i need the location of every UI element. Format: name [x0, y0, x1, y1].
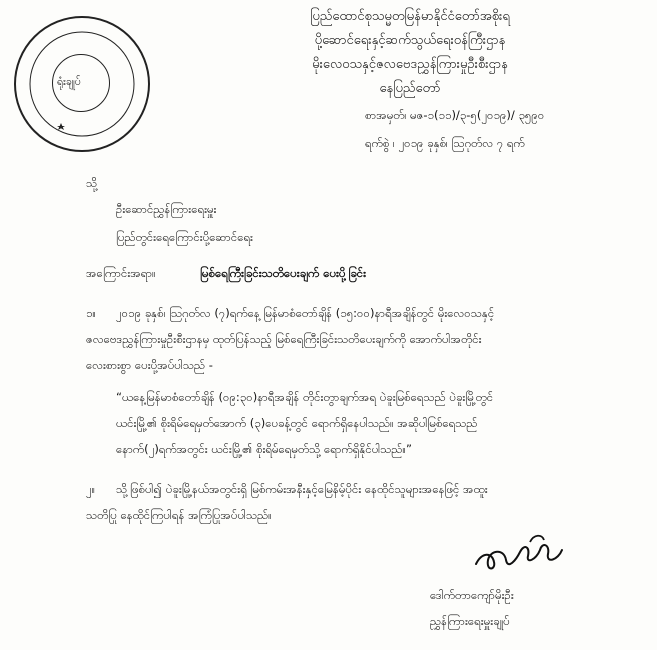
signatory-name: ဒေါက်တာကျော်မိုးဦး — [430, 588, 514, 602]
letterhead-line-4: နေပြည်တော် — [379, 81, 441, 96]
seal-center-text: ရုံးချုပ် — [57, 76, 81, 88]
quote-line-3: နောက်(၂)ရက်အတွင်း ယင်းမြို့၏ စိုးရိမ်ရေမှတ်သို့ ရောက်ရှိနိုင်ပါသည်။” — [116, 442, 412, 456]
recipient-line-2: ပြည်တွင်းရေကြောင်းပို့ဆောင်ရေး — [116, 230, 253, 244]
letter-date: ရက်စွဲ ၊ ၂၀၁၉ ခုနှစ်၊ ဩဂုတ်လ ၇ ရက် — [365, 136, 525, 150]
signatory-title: ညွှန်ကြားရေးမှူးချုပ် — [430, 614, 510, 628]
paragraph-2-number: ၂။ — [86, 482, 96, 496]
paragraph-1-line-3: လေးစားစွာ ပေးပို့အပ်ပါသည် - — [86, 358, 213, 372]
letterhead-line-3: မိုးလေဝသနှင့်ဇလဗေဒညွှန်ကြားမှုဦးစီးဌာန — [312, 57, 508, 72]
paragraph-2-line-1: သို့ဖြစ်ပါ၍ ပဲခူးမြို့နယ်အတွင်းရှိ မြစ်ကမ်းအနီးနှင့်မြေနိမ့်ပိုင်း နေထိုင်သူများအနေဖြင့် အထူး — [116, 482, 488, 496]
paragraph-1-number: ၁။ — [86, 306, 96, 320]
reference-number: စာအမှတ်၊ မဇ-၁(၁၁)/၃-၅(၂၀၁၉)/ ၃၅၉၀ — [365, 108, 545, 122]
paragraph-1-line-1: ၂၀၁၉ ခုနှစ်၊ ဩဂုတ်လ (၇)ရက်နေ့ မြန်မာစံတော်ချိန် (၁၅:၀၀)နာရီအချိန်တွင် မိုးလေဝသနှင့် — [116, 306, 495, 320]
letterhead-line-1: ပြည်ထောင်စုသမ္မတမြန်မာနိုင်ငံတော်အစိုးရ — [310, 9, 510, 24]
quote-line-2: ယင်းမြို့၏ စိုးရိမ်ရေမှတ်အောက် (၃)ပေခန့်တွင် ရောက်ရှိနေပါသည်။ အဆိုပါမြစ်ရေသည် — [116, 416, 478, 430]
recipient-to: သို့ — [86, 176, 98, 190]
recipient-line-1: ဦးဆောင်ညွှန်ကြားရေးမှူး — [116, 202, 217, 216]
office-seal — [14, 16, 150, 152]
letterhead-line-2: ပို့ဆောင်ရေးနှင့်ဆက်သွယ်ရေးဝန်ကြီးဌာန — [314, 33, 506, 48]
paragraph-2-line-2: သတိပြု နေထိုင်ကြပါရန် အကြံပြုအပ်ပါသည်။ — [86, 508, 272, 522]
paragraph-1-line-2: ဇလဗေဒညွှန်ကြားမှုဦးစီးဌာနမှ ထုတ်ပြန်သည့် မြစ်ရေကြီးခြင်းသတိပေးချက်ကို အောက်ပါအတိုင်း — [86, 332, 482, 346]
handwritten-signature — [470, 530, 580, 580]
quote-line-1: “ယနေ့မြန်မာစံတော်ချိန် (၀၉:၃၀)နာရီအချိန် တိုင်းတွာချက်အရ ပဲခူးမြစ်ရေသည် ပဲခူးမြို့တွင် — [116, 390, 494, 404]
subject-label: အကြောင်းအရာ။ — [86, 266, 156, 280]
subject-text: မြစ်ရေကြီးခြင်းသတိပေးချက် ပေးပို့ခြင်း — [200, 266, 367, 280]
